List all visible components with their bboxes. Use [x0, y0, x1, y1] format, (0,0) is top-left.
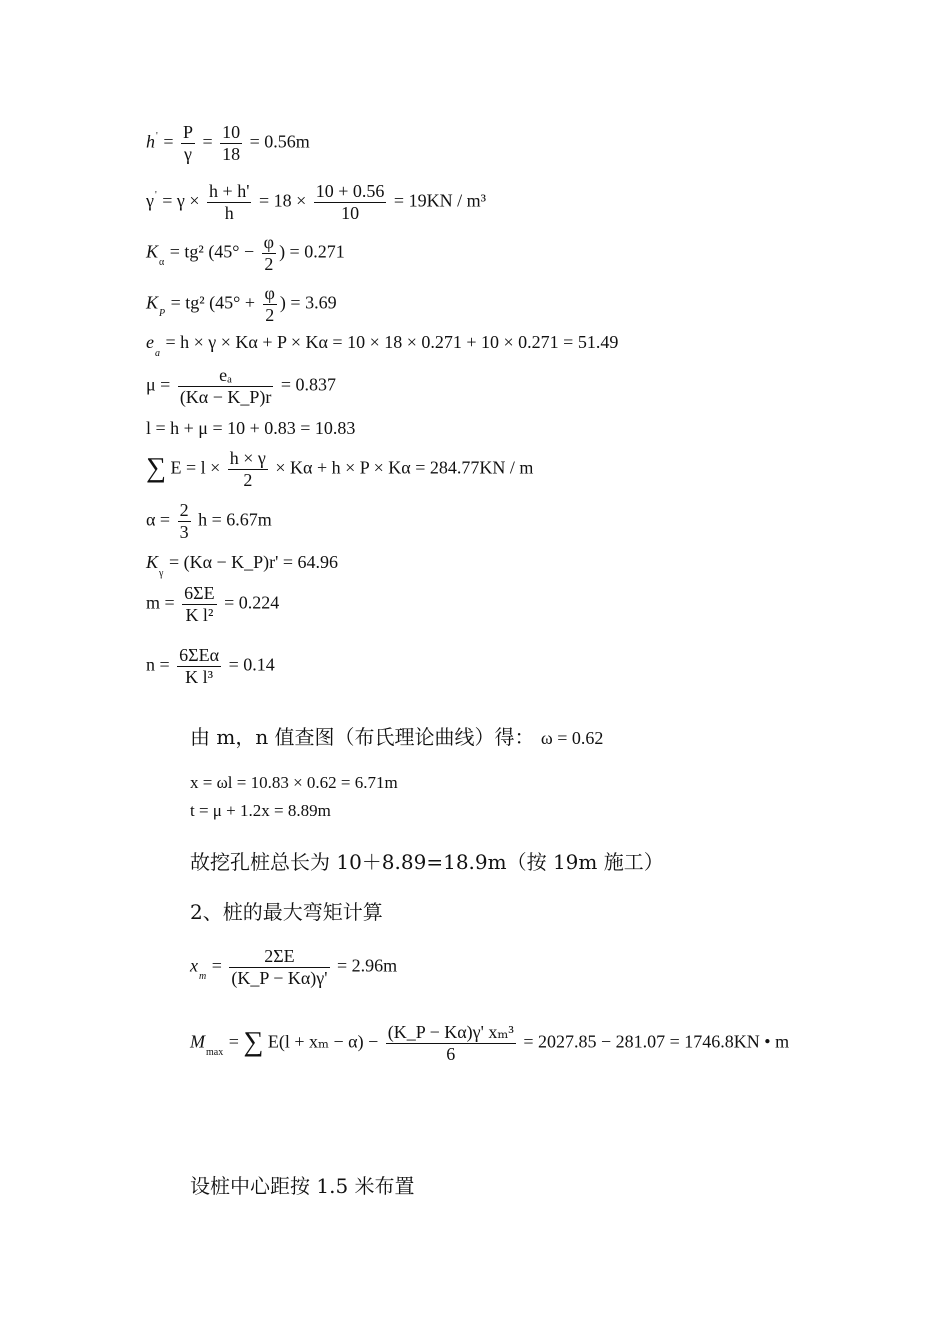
x-m-result: = 2.96m [337, 955, 398, 976]
sum-e-head: E = l × [170, 457, 221, 478]
n-result: = 0.14 [228, 654, 275, 675]
formula-k-p: $K_P = tg^2$ (45° + $\frac{\varphi}{2}$ ) = 3.69 [146, 283, 337, 325]
alpha-head: α = [146, 509, 171, 530]
formula-mu: μ = $\frac{\text{eₐ}}{(K\alpha - K\_P)r}$ = 0.837 [146, 365, 337, 407]
k-alpha-result: ) = 0.271 [279, 241, 345, 262]
sigma-symbol-2: ∑ [243, 1026, 264, 1058]
section-heading: 2、桩的最大弯矩计算 [190, 900, 383, 924]
formula-sum-e [146, 448, 533, 490]
gamma-prime-den1: h [224, 202, 234, 223]
k-p-result: ) = 3.69 [279, 292, 337, 313]
formula-l [146, 419, 355, 437]
x-m-den: (K_P − Kα)γ' [231, 967, 328, 988]
sum-e-num: h × γ [229, 448, 266, 468]
m-max-num: (K_P − Kα)γ' xₘ³ [387, 1022, 514, 1042]
alpha-result: h = 6.67m [198, 509, 272, 530]
m-max-head: E(l + xₘ − α) − [267, 1031, 379, 1052]
formula-x-m: $x_m$ = $\frac{2\Sigma E}{(K\_P - K\alpha)\gamma'}$ = 2.96m [190, 946, 398, 988]
formula-k-gamma: $K_\gamma = (K\alpha$ − K_P)r' = 64.96 [146, 552, 339, 579]
k-alpha-num: φ [263, 232, 275, 252]
spacing-text: 设桩中心距按 1.5 米布置 [190, 1174, 415, 1198]
h-prime-result: = 0.56m [249, 131, 310, 152]
sum-e-den: 2 [243, 469, 253, 490]
k-p-den: 2 [265, 304, 275, 325]
mu-num: eₐ [178, 365, 274, 387]
m-max-den: 6 [446, 1043, 456, 1064]
formula-h-prime: h' = $\frac{P}{\gamma}$ = $\frac{10}{18}$ = 0.56m [146, 122, 310, 164]
m-result: = 0.224 [224, 592, 280, 613]
formula-m [146, 583, 279, 625]
formula-alpha [146, 500, 272, 542]
l-text: l = h + μ = 10 + 0.83 = 10.83 [146, 418, 356, 438]
sigma-symbol: ∑ [146, 452, 166, 484]
gamma-prime-num2: 10 + 0.56 [315, 181, 385, 201]
alpha-num: 2 [179, 500, 189, 520]
h-prime-den2: 18 [222, 143, 241, 164]
formula-m-max: $M_{max}$ = ∑ E(l + xₘ − α) − $\frac{\text{(K\_P − Kα)γ' xₘ³}}{6}$ = 2027.85 − 281.07 = 1746.8KN • m [190, 1022, 790, 1064]
t-text: t = μ + 1.2x = 8.89m [190, 801, 331, 820]
m-den: K l² [185, 604, 214, 625]
k-p-num: φ [264, 283, 275, 303]
k-alpha-den: 2 [264, 253, 274, 274]
m-head: m = [146, 592, 175, 613]
gamma-prime-result: = 19KN / m³ [393, 190, 486, 211]
formula-e-a: $e_a = h \times \gamma \times K\alpha + P \times K\alpha = 10 \times 18 \times 0.271 + 10 \times 0.271 = 51.49$ [146, 332, 619, 359]
formula-gamma-prime: γ' = γ × $\frac{h + h'}{h}$ = 18 × $\frac{10 + 0.56}{10}$ = 19KN / m³ [146, 181, 486, 223]
gamma-prime-den2: 10 [341, 202, 360, 223]
h-prime-den1: γ [183, 143, 192, 164]
n-den: K l³ [185, 666, 214, 687]
x-text: x = ωl = 10.83 × 0.62 = 6.71m [190, 773, 398, 792]
gamma-prime-mid: = 18 × [258, 190, 307, 211]
e-a-text: = h × γ × Kα + P × Kα = 10 × 18 × 0.271 + 10 × 0.271 = 51.49 [165, 332, 619, 352]
omega-value: ω = 0.62 [540, 728, 604, 748]
formula-x [190, 774, 398, 791]
n-head: n = [146, 654, 170, 675]
total-length-text: 故挖孔桩总长为 10＋8.89=18.9m（按 19m 施工） [190, 850, 664, 874]
h-prime-num1: P [182, 122, 193, 142]
gamma-prime-num1: h + h' [209, 181, 250, 201]
lookup-line [190, 721, 603, 750]
sum-e-result: × Kα + h × P × Kα = 284.77KN / m [275, 457, 534, 478]
lookup-text: 由 m，n 值查图（布氏理论曲线）得： [190, 725, 535, 749]
k-gamma-text: = (Kα − K_P)r' = 64.96 [168, 552, 339, 572]
k-alpha-head: = tg² (45° − [169, 241, 255, 262]
m-num: 6ΣE [184, 583, 215, 603]
alpha-den: 3 [179, 521, 189, 542]
mu-den: (Kα − K_P)r [179, 386, 272, 407]
x-m-num: 2ΣE [229, 946, 329, 968]
n-num: 6ΣEα [179, 645, 220, 665]
formula-n [146, 645, 275, 687]
formula-k-alpha: $K_\alpha = tg^2$ (45° − $\frac{\varphi}{2}$ ) = 0.271 [146, 232, 345, 274]
k-p-head: = tg² (45° + [170, 292, 256, 313]
mu-result: = 0.837 [280, 374, 337, 395]
h-prime-num2: 10 [222, 122, 241, 142]
m-max-result: = 2027.85 − 281.07 = 1746.8KN • m [523, 1031, 790, 1052]
formula-t [190, 802, 331, 819]
